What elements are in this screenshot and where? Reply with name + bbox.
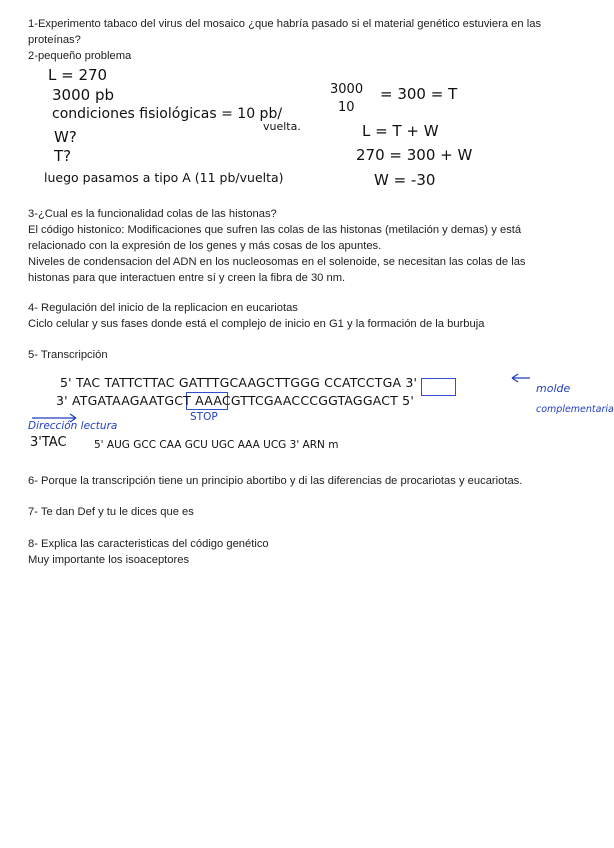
hw-rna-sequence: 5' AUG GCC CAA GCU UGC AAA UCG 3' ARN m xyxy=(94,439,339,451)
question-3-answer-2: relacionado con la expresión de los genes y más cosas de los apuntes. xyxy=(28,240,382,252)
hw-vuelta: vuelta. xyxy=(263,120,301,133)
question-2: 2-pequeño problema xyxy=(28,50,132,62)
hw-strand-complementaria: 3' ATGATAAGAATGCT AAACGTTCGAACCCGGTAGGACT 5' xyxy=(56,393,414,408)
hw-equation-1: L = T + W xyxy=(362,122,439,140)
question-8-answer: Muy importante los isoaceptores xyxy=(28,554,190,566)
hw-label-molde: molde xyxy=(536,382,571,395)
question-6: 6- Porque la transcripción tiene un principio abortibo y di las diferencias de procariotas y eucariotas. xyxy=(28,475,523,487)
hw-fraction-numerator: 3000 xyxy=(330,82,364,97)
question-5: 5- Transcripción xyxy=(28,349,108,361)
codon-box-cat xyxy=(421,378,456,396)
question-3-answer-3: Niveles de condensacion del ADN en los nucleosomas en el solenoide, se necesitan las colas de las xyxy=(28,256,526,268)
question-3: 3-¿Cual es la funcionalidad colas de las histonas? xyxy=(28,208,277,220)
hw-luego: luego pasamos a tipo A (11 pb/vuelta) xyxy=(44,170,284,185)
question-8: 8- Explica las caracteristicas del código genético xyxy=(28,538,269,550)
hw-fraction-result: = 300 = T xyxy=(380,85,458,103)
question-4-answer: Ciclo celular y sus fases donde está el complejo de inicio en G1 y la formación de la burbuja xyxy=(28,318,485,330)
hw-w-question: W? xyxy=(54,128,77,146)
hw-conditions: condiciones fisiológicas = 10 pb/ xyxy=(52,106,283,122)
question-7: 7- Te dan Def y tu le dices que es xyxy=(28,506,194,518)
hw-strand-molde: 5' TAC TATTCTTAC GATTTGCAAGCTTGGG CCATCCTGA 3' xyxy=(60,375,418,390)
hw-equation-2: 270 = 300 + W xyxy=(356,146,473,164)
hw-direction: Dirección lectura xyxy=(28,420,118,432)
hw-rna-start: 3'TAC xyxy=(30,435,67,450)
question-3-answer-1: El código histonico: Modificaciones que sufren las colas de las histonas (metilación y demas) y está xyxy=(28,224,522,236)
hw-fraction-denominator: 10 xyxy=(338,100,355,115)
question-3-answer-4: histonas para que interactuen entre sí y creen la fibra de 30 nm. xyxy=(28,272,346,284)
hw-l-value: L = 270 xyxy=(48,66,108,84)
hw-equation-3: W = -30 xyxy=(374,171,436,189)
question-1-line-1: 1-Experimento tabaco del virus del mosaico ¿que habría pasado si el material genético estuviera en las xyxy=(28,18,542,30)
hw-pb: 3000 pb xyxy=(52,86,114,104)
question-4: 4- Regulación del inicio de la replicacion en eucariotas xyxy=(28,302,298,314)
hw-stop: STOP xyxy=(190,411,218,423)
hw-label-complementaria: complementaria xyxy=(536,404,614,415)
hw-t-question: T? xyxy=(54,147,72,165)
question-1-line-2: proteínas? xyxy=(28,34,81,46)
